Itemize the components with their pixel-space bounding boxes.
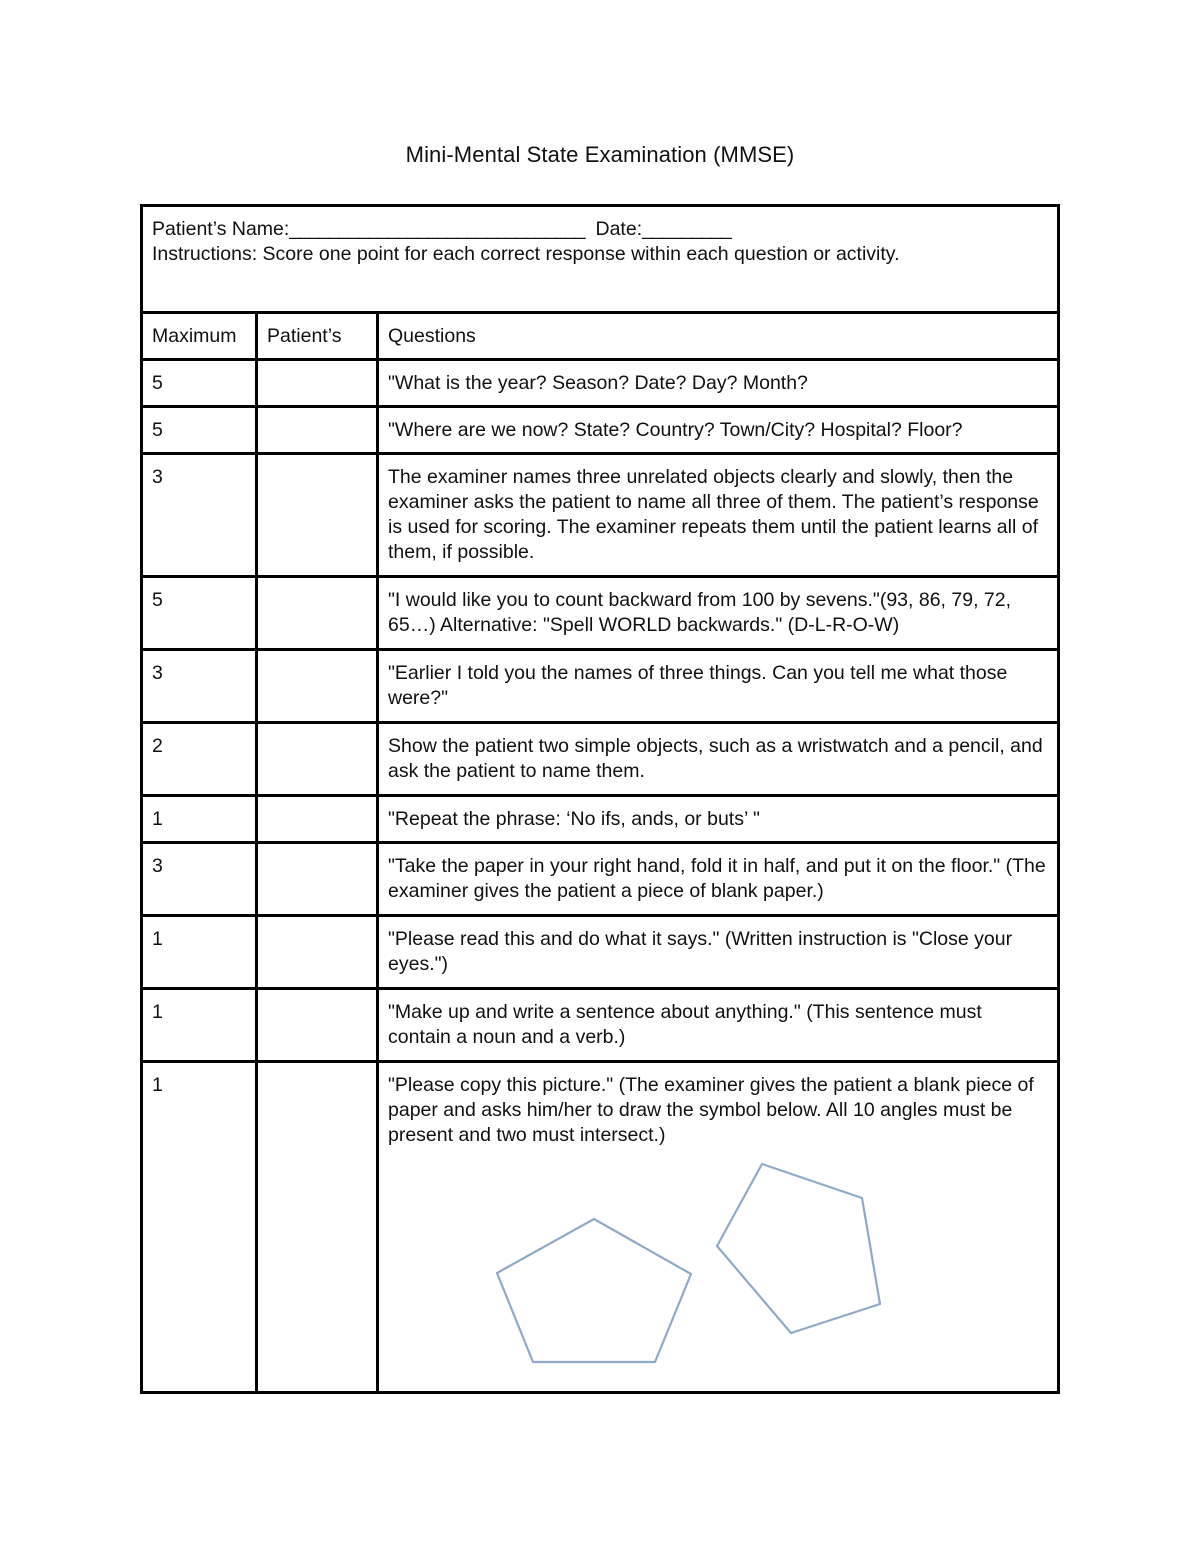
max-score-cell: 1 — [142, 989, 257, 1062]
question-cell: "Where are we now? State? Country? Town/City? Hospital? Floor? — [378, 407, 1059, 454]
question-cell: "Make up and write a sentence about anything." (This sentence must contain a noun and a verb.) — [378, 989, 1059, 1062]
date-label: Date: — [595, 218, 643, 240]
max-score-cell: 5 — [142, 360, 257, 407]
question-cell: Show the patient two simple objects, such as a wristwatch and a pencil, and ask the patient to name them. — [378, 723, 1059, 796]
pentagon-right — [717, 1164, 880, 1333]
instructions-text: Instructions: Score one point for each correct response within each question or activity. — [152, 243, 900, 265]
max-score-cell: 2 — [142, 723, 257, 796]
question-cell: "Earlier I told you the names of three things. Can you tell me what those were?" — [378, 650, 1059, 723]
question-cell: The examiner names three unrelated objects clearly and slowly, then the examiner asks the patient to name all three of them. The patient’s response is used for scoring. The examiner repeats them until the patient learns all of them, if possible. — [378, 454, 1059, 577]
column-header-patients: Patient’s — [257, 313, 378, 360]
question-cell: "Take the paper in your right hand, fold it in half, and put it on the floor." (The examiner gives the patient a piece of blank paper.) — [378, 843, 1059, 916]
max-score-cell: 3 — [142, 843, 257, 916]
max-score-cell: 1 — [142, 916, 257, 989]
column-header-questions: Questions — [378, 313, 1059, 360]
max-score-cell: 3 — [142, 454, 257, 577]
date-field[interactable]: _________ — [642, 218, 731, 240]
page-title: Mini-Mental State Examination (MMSE) — [405, 142, 795, 167]
max-score-cell: 1 — [142, 1062, 257, 1393]
column-header-maximum: Maximum — [142, 313, 257, 360]
patient-name-label: Patient’s Name: — [152, 218, 290, 240]
pentagon-left — [497, 1219, 691, 1362]
question-cell: "Please copy this picture." (The examiner gives the patient a blank piece of paper and asks him/her to draw the symbol below. All 10 angles must be present and two must intersect.) — [378, 1062, 1059, 1393]
patient-name-field[interactable]: ______________________________ — [289, 218, 585, 240]
question-cell: "I would like you to count backward from 100 by sevens."(93, 86, 79, 72, 65…) Alternative: "Spell WORLD backwards." (D-L-R-O-W) — [378, 577, 1059, 650]
max-score-cell: 3 — [142, 650, 257, 723]
max-score-cell: 5 — [142, 577, 257, 650]
question-cell: "What is the year? Season? Date? Day? Month? — [378, 360, 1059, 407]
max-score-cell: 5 — [142, 407, 257, 454]
max-score-cell: 1 — [142, 796, 257, 843]
question-cell: "Repeat the phrase: ‘No ifs, ands, or buts’ " — [378, 796, 1059, 843]
question-cell: "Please read this and do what it says." (Written instruction is "Close your eyes.") — [378, 916, 1059, 989]
